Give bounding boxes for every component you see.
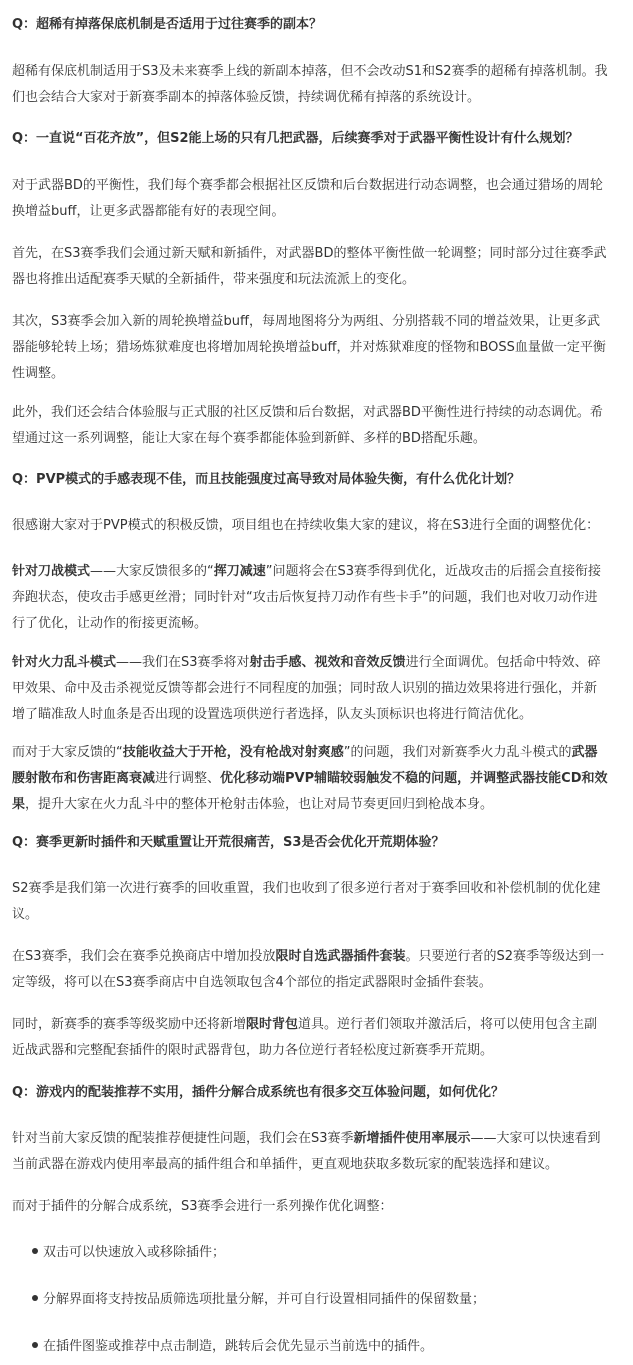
answer-4-paragraph-2	[12, 944, 608, 996]
answer-3-paragraph-3	[12, 650, 608, 728]
question-5: Q：游戏内的配装推荐不实用，插件分解合成系统也有很多交互体验问题，如何优化？	[12, 1085, 505, 1100]
bold-text: 针对火力乱斗模式	[12, 655, 117, 670]
body-text: 在S3赛季，我们会在赛季兑换商店中增加投放	[12, 949, 276, 964]
bold-text: 针对刀战模式	[12, 564, 91, 579]
list-item	[32, 1334, 608, 1360]
list-item-text: 分解界面将支持按品质筛选项批量分解，并可自行设置相同插件的保留数量；	[43, 1292, 486, 1307]
body-text: 针对当前大家反馈的配装推荐便捷性问题，我们会在S3赛季	[12, 1131, 354, 1146]
body-text: ——大家反馈很多的“	[90, 564, 214, 579]
bold-text: 限时背包	[246, 1017, 299, 1032]
answer-3-paragraph-1: 很感谢大家对于PVP模式的积极反馈，项目组也在持续收集大家的建议，将在S3进行全面的调整优化：	[12, 518, 600, 533]
bullet-icon	[32, 1295, 38, 1301]
bold-text: 技能收益大于开枪，没有枪战对射爽感	[122, 745, 344, 760]
answer-3-paragraph-4	[12, 740, 608, 818]
bold-text: 武器腰射散布和伤害距离衰减	[12, 745, 598, 786]
answer-4-paragraph-3	[12, 1012, 608, 1064]
answer-5-paragraph-1	[12, 1126, 608, 1178]
list-item	[32, 1287, 608, 1313]
body-text: ”问题将会在S3赛季得到优化，近战攻击的后摇会直接衔接奔跑状态，使攻击手感更丝滑；同时针对“攻击后恢复持刀动作有些卡手”的问题，我们也对收刀动作进行了优化，让动作的衔接更流畅。	[12, 564, 602, 631]
bold-text: 限时自选武器插件套装	[275, 949, 406, 964]
body-text: ，提升大家在火力乱斗中的整体开枪射击体验，也让对局节奏更回归到枪战本身。	[25, 797, 494, 812]
question-4: Q：赛季更新时插件和天赋重置让开荒很痛苦，S3是否会优化开荒期体验？	[12, 835, 445, 850]
bold-text: 射击手感、视效和音效反馈	[249, 655, 406, 670]
answer-3-paragraph-2	[12, 559, 608, 637]
answer-4-paragraph-1: S2赛季是我们第一次进行赛季的回收重置，我们也收到了很多逆行者对于赛季回收和补偿机制的优化建议。	[12, 881, 601, 922]
body-text: ——我们在S3赛季将对	[116, 655, 250, 670]
body-text: ——大家可以快速看到当前武器在游戏内使用率最高的插件组合和单插件，更直观地获取多数玩家的配装选择和建议。	[12, 1131, 601, 1172]
body-text: 道具。逆行者们领取并激活后，将可以使用包含主副近战武器和完整配套插件的限时武器背包，助力各位逆行者轻松度过新赛季开荒期。	[12, 1017, 598, 1058]
answer-2-paragraph-3: 其次，S3赛季会加入新的周轮换增益buff，每周地图将分为两组、分别搭载不同的增益效果，让更多武器能够轮转上场；猎场炼狱难度也将增加周轮换增益buff，并对炼狱难度的怪物和BOSS血量做一定平衡性调整。	[12, 314, 606, 381]
body-text: 而对于大家反馈的“	[12, 745, 123, 760]
bullet-icon	[32, 1342, 38, 1348]
body-text: 进行调整、	[155, 771, 221, 786]
answer-2-paragraph-2: 首先，在S3赛季我们会通过新天赋和新插件，对武器BD的整体平衡性做一轮调整；同时部分过往赛季武器也将推出适配赛季天赋的全新插件，带来强度和玩法流派上的变化。	[12, 246, 607, 287]
list-item-text: 双击可以快速放入或移除插件；	[43, 1245, 226, 1260]
list-item	[32, 1240, 608, 1266]
answer-1-paragraph-1: 超稀有保底机制适用于S3及未来赛季上线的新副本掉落，但不会改动S1和S2赛季的超稀有掉落机制。我们也会结合大家对于新赛季副本的掉落体验反馈，持续调优稀有掉落的系统设计。	[12, 64, 608, 105]
answer-2-paragraph-1: 对于武器BD的平衡性，我们每个赛季都会根据社区反馈和后台数据进行动态调整，也会通过猎场的周轮换增益buff，让更多武器都能有好的表现空间。	[12, 178, 603, 219]
body-text: ”的问题，我们对新赛季火力乱斗模式的	[343, 745, 572, 760]
question-3: Q：PVP模式的手感表现不佳，而且技能强度过高导致对局体验失衡，有什么优化计划？	[12, 472, 521, 487]
body-text: 同时，新赛季的赛季等级奖励中还将新增	[12, 1017, 247, 1032]
list-item-text: 在插件图鉴或推荐中点击制造，跳转后会优先显示当前选中的插件。	[43, 1339, 434, 1354]
body-text: 进行全面调优。包括命中特效、碎甲效果、命中及击杀视觉反馈等都会进行不同程度的加强；同时敌人识别的描边效果将进行强化，并新增了瞄准敌人时血条是否出现的设置选项供逆行者选择，队友头顶标识也将进行简洁优化。	[12, 655, 601, 722]
bold-text: 挥刀减速	[213, 564, 266, 579]
question-2: Q：一直说“百花齐放”，但S2能上场的只有几把武器，后续赛季对于武器平衡性设计有什么规划？	[12, 131, 579, 146]
bullet-icon	[32, 1248, 38, 1254]
answer-5-paragraph-2: 而对于插件的分解合成系统，S3赛季会进行一系列操作优化调整：	[12, 1199, 393, 1214]
answer-2-paragraph-4: 此外，我们还会结合体验服与正式服的社区反馈和后台数据，对武器BD平衡性进行持续的动态调优。希望通过这一系列调整，能让大家在每个赛季都能体验到新鲜、多样的BD搭配乐趣。	[12, 405, 603, 446]
bold-text: 新增插件使用率展示	[353, 1131, 471, 1146]
question-1: Q：超稀有掉落保底机制是否适用于过往赛季的副本？	[12, 17, 323, 32]
bold-text: 优化移动端PVP辅瞄较弱触发不稳的问题，并调整武器技能CD和效果	[12, 771, 608, 812]
body-text: 。只要逆行者的S2赛季等级达到一定等级，将可以在S3赛季商店中自选领取包含4个部位的指定武器限时金插件套装。	[12, 949, 605, 990]
